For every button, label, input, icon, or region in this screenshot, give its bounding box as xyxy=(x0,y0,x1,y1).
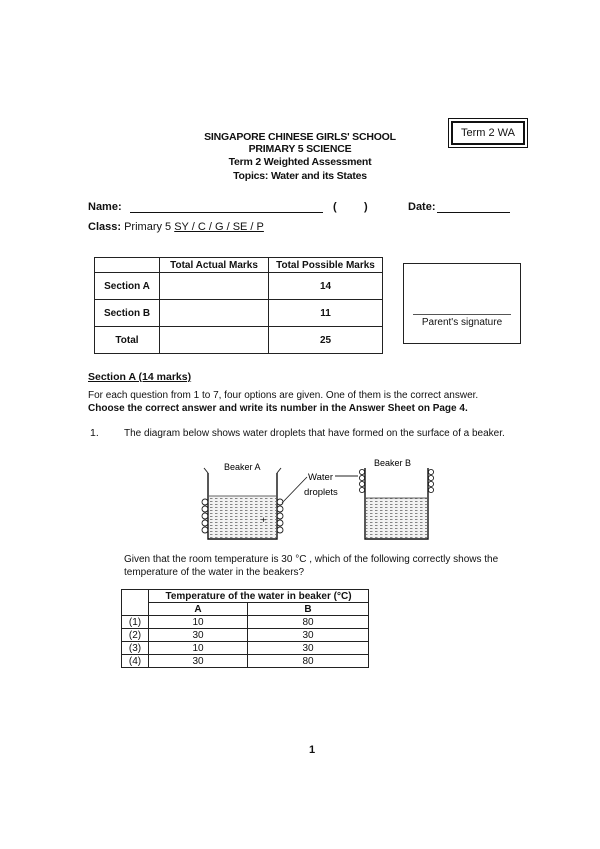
droplets-label-line1: Water xyxy=(308,472,333,483)
options-table xyxy=(121,589,369,668)
option-a-value: 10 xyxy=(149,616,248,629)
column-b-header: B xyxy=(248,603,369,616)
table-row xyxy=(95,258,383,273)
option-a-value: 30 xyxy=(149,655,248,668)
instruction-line-1: For each question from 1 to 7, four options are given. One of them is the correct answer. xyxy=(88,390,479,401)
option-b-value: 30 xyxy=(248,642,369,655)
cursor-mark: + xyxy=(261,515,267,525)
date-label: Date: xyxy=(408,201,436,213)
row-label: Section A xyxy=(95,273,160,300)
actual-marks-cell[interactable] xyxy=(160,327,269,354)
possible-marks-cell: 25 xyxy=(269,327,383,354)
table-row[interactable] xyxy=(122,655,369,668)
option-label: (2) xyxy=(122,629,149,642)
table-row xyxy=(122,590,369,603)
table-row xyxy=(95,273,383,300)
possible-marks-cell: 11 xyxy=(269,300,383,327)
option-a-value: 10 xyxy=(149,642,248,655)
actual-marks-cell[interactable] xyxy=(160,273,269,300)
school-name: SINGAPORE CHINESE GIRLS' SCHOOL xyxy=(204,131,396,143)
beaker-a-label: Beaker A xyxy=(224,462,261,472)
marks-header-actual: Total Actual Marks xyxy=(160,258,269,273)
table-row xyxy=(95,327,383,354)
instruction-line-2: Choose the correct answer and write its number in the Answer Sheet on Page 4. xyxy=(88,403,468,414)
option-b-value: 30 xyxy=(248,629,369,642)
option-label: (4) xyxy=(122,655,149,668)
table-row[interactable] xyxy=(122,642,369,655)
term-tag: Term 2 WA xyxy=(451,121,525,145)
level-title: PRIMARY 5 SCIENCE xyxy=(248,143,352,155)
question-given-text: Given that the room temperature is 30 °C , which of the following correctly shows the temperature of the water in the beakers? xyxy=(124,554,499,578)
column-a-header: A xyxy=(149,603,248,616)
marks-table xyxy=(94,257,383,354)
possible-marks-cell: 14 xyxy=(269,273,383,300)
beaker-b-label: Beaker B xyxy=(374,458,412,468)
beaker-a-lip-left xyxy=(204,468,208,473)
name-label: Name: xyxy=(88,201,122,213)
beaker-a-lip-right xyxy=(277,468,281,473)
option-a-value: 30 xyxy=(149,629,248,642)
question-text: The diagram below shows water droplets that have formed on the surface of a beaker. xyxy=(124,428,505,439)
beaker-b-water xyxy=(366,498,427,538)
class-label: Class: xyxy=(88,221,122,233)
section-a-title: Section A (14 marks) xyxy=(88,371,192,383)
marks-header-blank xyxy=(95,258,160,273)
table-row[interactable] xyxy=(122,616,369,629)
paren-close: ) xyxy=(364,201,368,213)
option-label: (1) xyxy=(122,616,149,629)
date-line[interactable] xyxy=(437,212,510,213)
page-number: 1 xyxy=(309,744,316,756)
table-row[interactable] xyxy=(122,629,369,642)
beakers-diagram xyxy=(190,455,450,550)
option-b-value: 80 xyxy=(248,655,369,668)
option-b-value: 80 xyxy=(248,616,369,629)
option-label: (3) xyxy=(122,642,149,655)
beaker-b-droplets xyxy=(359,469,433,492)
topics-title: Topics: Water and its States xyxy=(233,170,367,182)
options-table-title: Temperature of the water in beaker (°C) xyxy=(149,590,369,603)
name-line[interactable] xyxy=(130,212,323,213)
actual-marks-cell[interactable] xyxy=(160,300,269,327)
class-row xyxy=(88,221,264,233)
question-number: 1. xyxy=(90,427,99,439)
row-label: Total xyxy=(95,327,160,354)
paren-open: ( xyxy=(333,201,337,213)
class-prefix: Primary 5 xyxy=(124,221,172,233)
marks-header-possible: Total Possible Marks xyxy=(269,258,383,273)
table-row xyxy=(95,300,383,327)
signature-box[interactable] xyxy=(403,263,521,344)
class-options[interactable]: SY / C / G / SE / P xyxy=(174,221,264,233)
assessment-title: Term 2 Weighted Assessment xyxy=(228,156,372,168)
signature-label: Parent's signature xyxy=(421,317,503,328)
droplets-label-line2: droplets xyxy=(304,487,338,498)
signature-line xyxy=(413,314,511,315)
row-label: Section B xyxy=(95,300,160,327)
table-row xyxy=(122,603,369,616)
